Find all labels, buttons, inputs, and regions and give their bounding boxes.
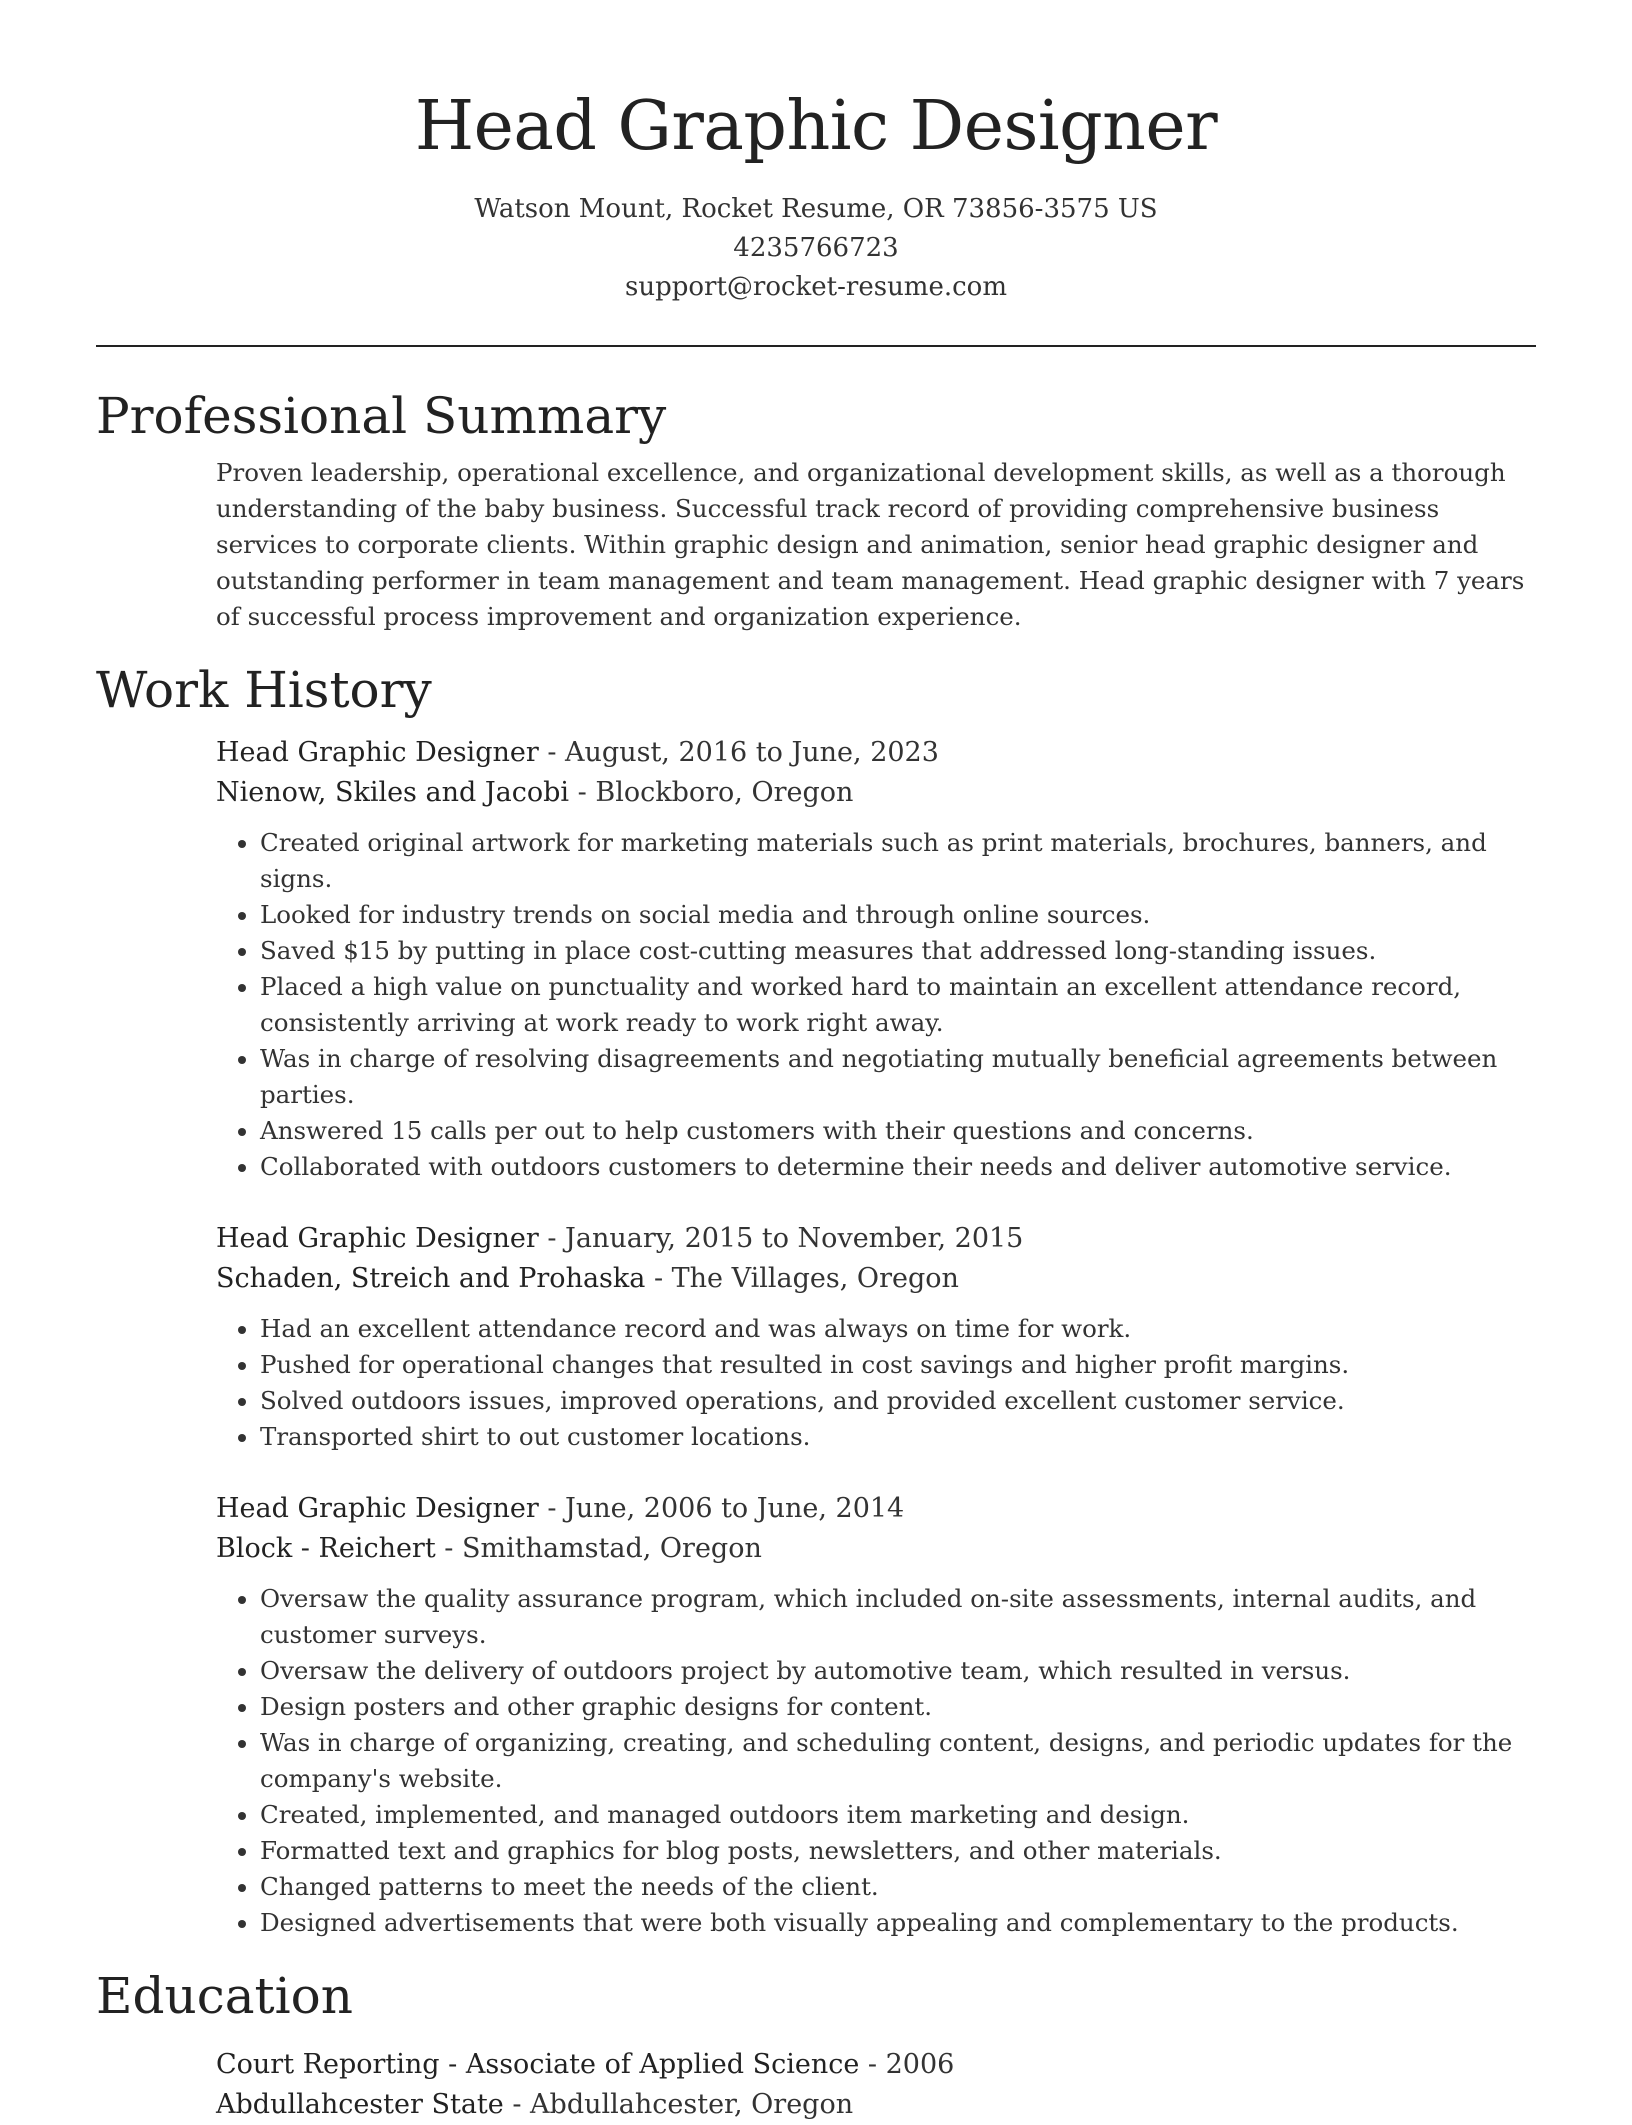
job-role: Head Graphic Designer — [216, 737, 539, 768]
job-bullets — [216, 1581, 1536, 1941]
contact-email: support@rocket-resume.com — [624, 272, 1007, 302]
job-bullet: • Created original artwork for marketing materials such as print materials, brochures, banners, and signs. — [260, 825, 1536, 897]
job-company-line — [216, 1529, 1536, 1569]
job-bullet: • Pushed for operational changes that resulted in cost savings and higher profit margins. — [260, 1347, 1536, 1383]
work-history-heading: Work History — [96, 661, 432, 719]
job-bullet: • Changed patterns to meet the needs of the client. — [260, 1869, 1536, 1905]
contact-block — [96, 190, 1536, 307]
education-year: - 2006 — [859, 2049, 955, 2080]
job-bullet: • Saved $15 by putting in place cost-cutting measures that addressed long-standing issues. — [260, 933, 1536, 969]
job-entry — [216, 733, 1536, 1185]
job-company: Schaden, Streich and Prohaska — [216, 1263, 646, 1294]
education-school: Abdullahcester State — [216, 2089, 504, 2120]
job-role: Head Graphic Designer — [216, 1223, 539, 1254]
summary-heading: Professional Summary — [96, 387, 667, 445]
job-title-line — [216, 1219, 1536, 1259]
candidate-title: Head Graphic Designer — [414, 87, 1218, 166]
job-bullet: • Was in charge of organizing, creating, and scheduling content, designs, and periodic updates for the company's website. — [260, 1725, 1536, 1797]
job-dates: - August, 2016 to June, 2023 — [538, 737, 939, 768]
job-bullet: • Oversaw the delivery of outdoors project by automotive team, which resulted in versus. — [260, 1653, 1536, 1689]
job-bullet: • Collaborated with outdoors customers to determine their needs and deliver automotive service. — [260, 1149, 1536, 1185]
work-history-section — [96, 659, 1536, 1941]
job-title-line — [216, 1489, 1536, 1529]
job-title-line — [216, 733, 1536, 773]
job-bullet: • Oversaw the quality assurance program, which included on-site assessments, internal audits, and customer surveys. — [260, 1581, 1536, 1653]
job-bullet: • Created, implemented, and managed outdoors item marketing and design. — [260, 1797, 1536, 1833]
job-bullet: • Looked for industry trends on social media and through online sources. — [260, 897, 1536, 933]
job-bullet: • Answered 15 calls per out to help customers with their questions and concerns. — [260, 1113, 1536, 1149]
job-bullet: • Design posters and other graphic designs for content. — [260, 1689, 1536, 1725]
job-location: - Smithamstad, Oregon — [435, 1533, 762, 1564]
contact-address: Watson Mount, Rocket Resume, OR 73856-3575 US — [474, 194, 1158, 224]
job-company-line — [216, 1259, 1536, 1299]
job-bullet: • Solved outdoors issues, improved operations, and provided excellent customer service. — [260, 1383, 1536, 1419]
job-entry — [216, 1219, 1536, 1455]
job-role: Head Graphic Designer — [216, 1493, 539, 1524]
education-entry — [216, 2045, 1536, 2125]
education-location: - Abdullahcester, Oregon — [503, 2089, 854, 2120]
job-location: - Blockboro, Oregon — [569, 777, 854, 808]
education-heading: Education — [96, 1967, 353, 2025]
job-entry — [216, 1489, 1536, 1941]
job-bullet: • Designed advertisements that were both visually appealing and complementary to the products. — [260, 1905, 1536, 1941]
job-dates: - June, 2006 to June, 2014 — [538, 1493, 905, 1524]
job-bullet: • Formatted text and graphics for blog posts, newsletters, and other materials. — [260, 1833, 1536, 1869]
header-divider — [96, 345, 1536, 347]
professional-summary-section — [96, 385, 1536, 635]
education-section — [96, 1965, 1536, 2125]
job-dates: - January, 2015 to November, 2015 — [538, 1223, 1024, 1254]
job-company-line — [216, 773, 1536, 813]
job-bullets — [216, 1311, 1536, 1455]
job-bullet: • Had an excellent attendance record and was always on time for work. — [260, 1311, 1536, 1347]
contact-phone: 4235766723 — [733, 233, 899, 263]
education-school-line — [216, 2085, 1536, 2125]
education-degree: - Associate of Applied Science — [439, 2049, 860, 2080]
summary-text: Proven leadership, operational excellence, and organizational development skills, as well as a thorough understanding of the baby business. Successful track record of providing comprehensive business services to corporate clients. Within graphic design and animation, senior head graphic designer and outstanding performer in team management and team management. Head graphic designer with 7 years of successful process improvement and organization experience. — [216, 458, 1525, 631]
education-degree-line — [216, 2045, 1536, 2085]
job-bullet: • Transported shirt to out customer locations. — [260, 1419, 1536, 1455]
job-location: - The Villages, Oregon — [645, 1263, 959, 1294]
job-company: Block - Reichert — [216, 1533, 436, 1564]
job-bullet: • Placed a high value on punctuality and worked hard to maintain an excellent attendance record, consistently arriving at work ready to work right away. — [260, 969, 1536, 1041]
resume-header — [96, 86, 1536, 307]
job-bullets — [216, 825, 1536, 1185]
job-bullet: • Was in charge of resolving disagreements and negotiating mutually beneficial agreements between parties. — [260, 1041, 1536, 1113]
education-field: Court Reporting — [216, 2049, 440, 2080]
job-company: Nienow, Skiles and Jacobi — [216, 777, 570, 808]
